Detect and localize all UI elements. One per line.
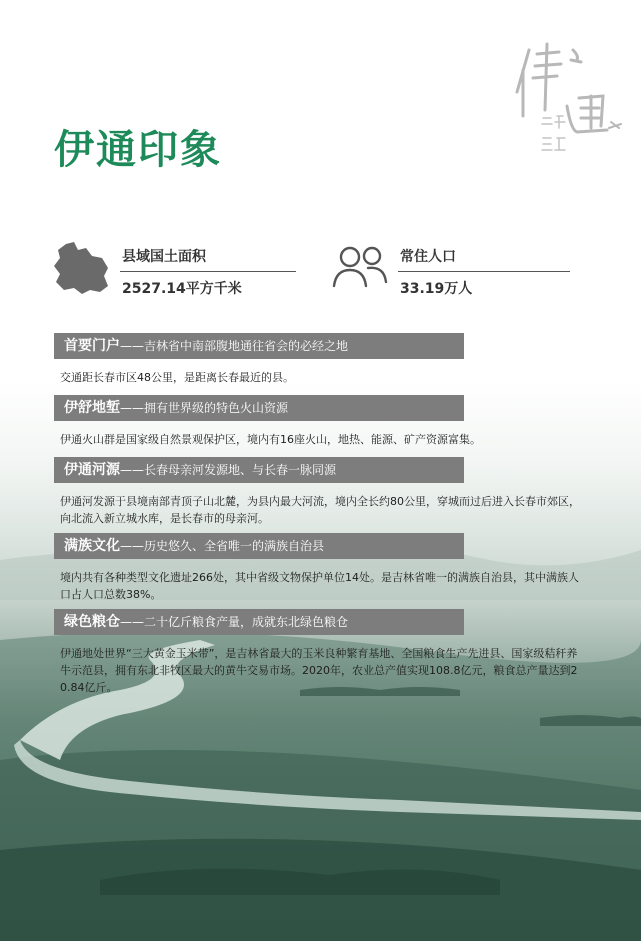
- section-title: 绿色粮仓: [64, 614, 120, 630]
- page-title: 伊通印象: [54, 126, 222, 173]
- section-subtitle: 二十亿斤粮食产量，成就东北绿色粮仓: [144, 615, 349, 629]
- section-bar: [54, 333, 464, 359]
- section-dash: ——: [120, 463, 144, 477]
- section-dash: ——: [120, 615, 144, 629]
- calligraphy-logo: [507, 30, 627, 160]
- section-gateway: [54, 333, 586, 395]
- section-dash: ——: [120, 339, 144, 353]
- stat-area-label: 县域国土面积: [122, 249, 206, 265]
- section-title: 满族文化: [64, 538, 120, 554]
- section-title: 伊通河源: [64, 462, 120, 478]
- county-map-icon: [52, 240, 110, 300]
- stat-area-value: 2527.14平方千米: [122, 281, 242, 297]
- section-title: 伊舒地堑: [64, 400, 120, 416]
- stat-population-divider: [398, 271, 570, 272]
- section-subtitle: 长春母亲河发源地、与长春一脉同源: [144, 463, 337, 477]
- stat-area-divider: [120, 271, 296, 272]
- section-body: 交通距长春市区48公里，是距离长春最近的县。: [60, 371, 294, 384]
- section-title: 首要门户: [64, 338, 120, 354]
- section-graben: [54, 395, 586, 457]
- section-bar: [54, 395, 464, 421]
- stat-area: [52, 238, 296, 300]
- section-body: 境内共有各种类型文化遗址266处，其中省级文物保护单位14处。是吉林省唯一的满族自治县，其中满族人口占人口总数38%。: [60, 571, 579, 601]
- section-subtitle: 吉林省中南部腹地通往省会的必经之地: [144, 339, 349, 353]
- section-river-source: [54, 457, 586, 533]
- section-body: 伊通河发源于县境南部青顶子山北麓，为县内最大河流，境内全长约80公里，穿城而过后进入长春市郊区，向北流入新立城水库，是长春市的母亲河。: [60, 495, 580, 525]
- section-manchu-culture: [54, 533, 586, 609]
- people-icon: [330, 240, 390, 294]
- section-subtitle: 拥有世界级的特色火山资源: [144, 401, 289, 415]
- section-bar: [54, 457, 464, 483]
- sections-list: [54, 333, 586, 705]
- section-subtitle: 历史悠久、全省唯一的满族自治县: [144, 539, 325, 553]
- stat-population: [330, 238, 572, 300]
- section-body: 伊通地处世界“三大黄金玉米带”，是吉林省最大的玉米良种繁育基地、全国粮食生产先进县、国家级秸秆养牛示范县，拥有东北非牧区最大的黄牛交易市场。2020年，农业总产值实现108.8亿元，粮食总产量达到20.84亿斤。: [60, 647, 578, 694]
- stat-population-value: 33.19万人: [400, 281, 473, 297]
- section-bar: [54, 609, 464, 635]
- section-dash: ——: [120, 539, 144, 553]
- stat-population-label: 常住人口: [400, 249, 456, 265]
- section-dash: ——: [120, 401, 144, 415]
- section-granary: [54, 609, 586, 705]
- section-body: 伊通火山群是国家级自然景观保护区，境内有16座火山，地热、能源、矿产资源富集。: [60, 433, 481, 446]
- section-bar: [54, 533, 464, 559]
